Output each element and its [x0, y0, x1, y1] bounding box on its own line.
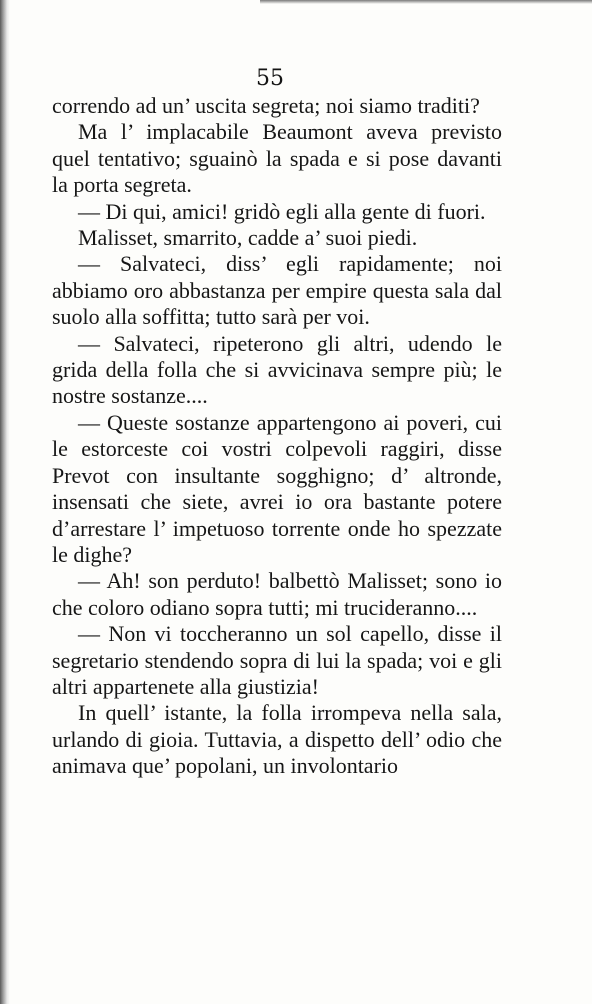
paragraph: — Non vi toccheranno un sol capello, disse il segretario stendendo sopra di lui la spada; voi e gli altri appartenete alla giustizia! — [52, 621, 502, 699]
paragraph: — Salvateci, ripeterono gli altri, udendo le grida della folla che si avvicinava sempre più; le nostre sostanze.... — [52, 330, 502, 409]
binding-edge-shadow — [0, 0, 10, 1004]
paragraph: — Salvateci, diss’ egli rapidamente; noi abbiamo oro abbastanza per empire questa sala dal suolo alla soffitta; tutto sarà per voi. — [52, 251, 502, 330]
paragraph: — Ah! son perduto! balbettò Malisset; sono io che coloro odiano sopra tutti; mi trucideranno.... — [52, 568, 502, 620]
paragraph: — Queste sostanze appartengono ai poveri, cui le estorceste coi vostri colpevoli raggiri, disse Prevot con insultante sogghigno; d’ altronde, insensati che siete, avrei io ora bastante potere d’arrestare l’ impetuoso torrente onde ho spezzate le dighe? — [52, 409, 502, 567]
top-scan-edge — [260, 0, 592, 4]
page-number: 55 — [256, 66, 284, 91]
body-text — [52, 93, 502, 780]
paragraph: Ma l’ implacabile Beaumont aveva previsto quel tentativo; sguainò la spada e si pose davanti la porta segreta. — [52, 119, 502, 198]
paragraph: Malisset, smarrito, cadde a’ suoi piedi. — [78, 225, 418, 251]
paragraph: — Di qui, amici! gridò egli alla gente di fuori. — [78, 198, 486, 224]
paragraph: In quell’ istante, la folla irrompeva nella sala, urlando di gioia. Tuttavia, a dispetto dell’ odio che animava que’ popolani, un involontario — [52, 700, 502, 779]
paragraph-continuation: correndo ad un’ uscita segreta; noi siamo traditi? — [52, 93, 480, 118]
